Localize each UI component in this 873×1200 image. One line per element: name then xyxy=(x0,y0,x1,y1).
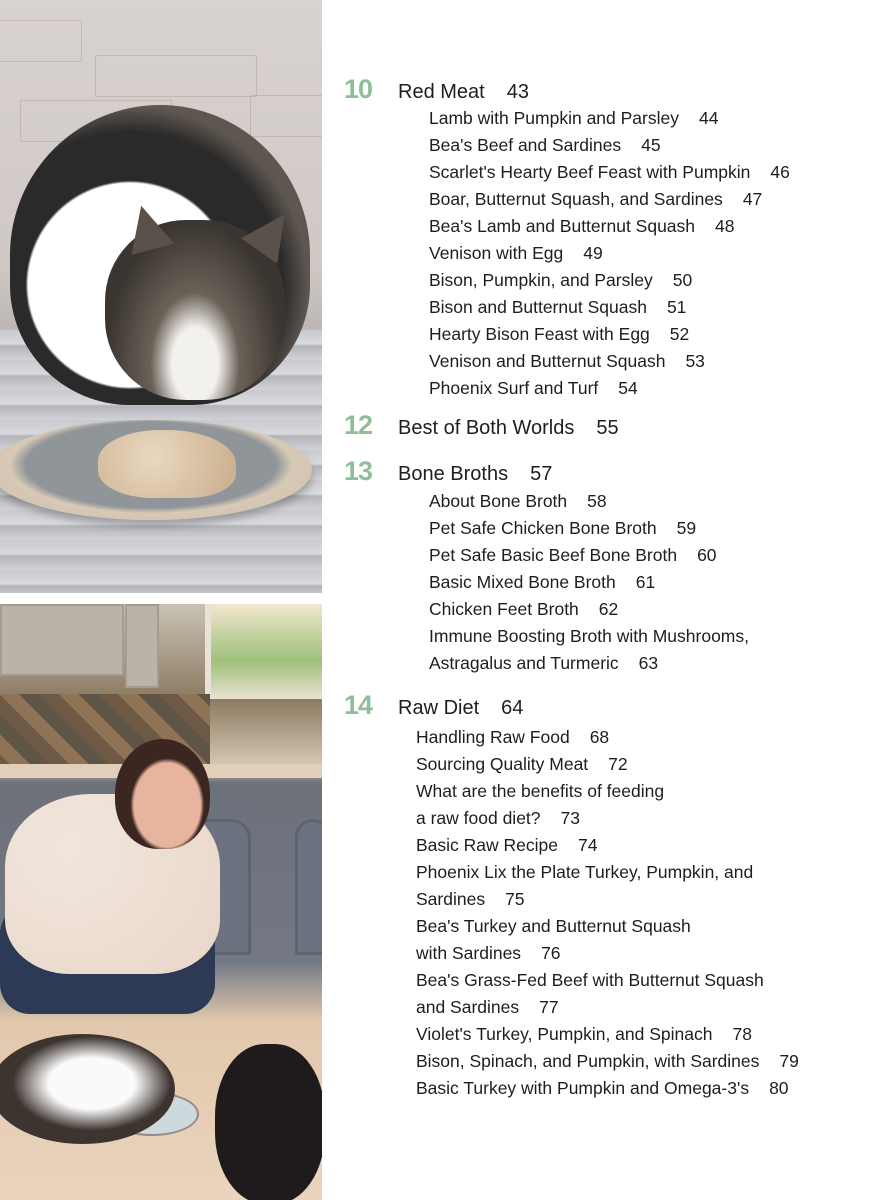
entry-title: Bison, Spinach, and Pumpkin, with Sardines xyxy=(416,1051,760,1071)
toc-entry[interactable] xyxy=(429,186,762,213)
entry-title: Basic Raw Recipe xyxy=(416,835,558,855)
entry-page: 63 xyxy=(638,653,659,673)
chapter-heading[interactable] xyxy=(344,74,529,104)
entry-page: 79 xyxy=(779,1051,799,1071)
cat-food xyxy=(98,430,236,498)
toc-entry[interactable] xyxy=(429,542,717,569)
entry-title-line: Immune Boosting Broth with Mushrooms, xyxy=(429,626,749,646)
entry-title-line: Astragalus and Turmeric xyxy=(429,653,619,673)
entry-page: 45 xyxy=(641,135,661,155)
chapter-title: Best of Both Worlds xyxy=(398,417,575,439)
entry-page: 77 xyxy=(539,997,559,1017)
entry-page: 73 xyxy=(560,808,580,828)
entry-title-line: Bea's Grass-Fed Beef with Butternut Squash xyxy=(416,970,764,990)
chapter-number: 13 xyxy=(344,456,373,486)
entry-page: 75 xyxy=(505,889,525,909)
chapter-number: 10 xyxy=(344,74,373,104)
chapter-page: 43 xyxy=(506,81,529,103)
chapter-heading[interactable] xyxy=(344,456,552,486)
entry-page: 48 xyxy=(715,216,735,236)
toc-entry[interactable] xyxy=(429,294,686,321)
entry-page: 72 xyxy=(608,754,628,774)
entry-title: Sourcing Quality Meat xyxy=(416,754,589,774)
toc-entry[interactable] xyxy=(416,967,764,1021)
entry-title: Bea's Beef and Sardines xyxy=(429,135,622,155)
toc-entry[interactable] xyxy=(429,515,696,542)
entry-title-line: Bea's Turkey and Butternut Squash xyxy=(416,916,691,936)
entry-title-line: What are the benefits of feeding xyxy=(416,781,665,801)
entry-title-line: with Sardines xyxy=(416,943,522,963)
person-head xyxy=(115,739,210,849)
entry-title: Pet Safe Basic Beef Bone Broth xyxy=(429,545,678,565)
entry-page: 78 xyxy=(732,1024,752,1044)
entry-title: Chicken Feet Broth xyxy=(429,599,579,619)
entry-page: 47 xyxy=(742,189,763,209)
toc-entry[interactable] xyxy=(429,375,638,402)
toc-entry[interactable] xyxy=(429,267,692,294)
entry-page: 46 xyxy=(770,162,790,182)
entry-title: Bea's Lamb and Butternut Squash xyxy=(429,216,696,236)
toc-entry[interactable] xyxy=(429,132,661,159)
toc-entry[interactable] xyxy=(416,1048,799,1075)
toc-entry[interactable] xyxy=(416,778,664,832)
entry-page: 52 xyxy=(669,324,690,344)
lower-cabinet xyxy=(295,819,322,955)
entry-title: Violet's Turkey, Pumpkin, and Spinach xyxy=(416,1024,713,1044)
entry-title: Pet Safe Chicken Bone Broth xyxy=(429,518,657,538)
toc-entry[interactable] xyxy=(429,596,618,623)
chapter-heading[interactable] xyxy=(344,410,619,440)
toc-entry[interactable] xyxy=(416,832,597,859)
entry-page: 51 xyxy=(666,297,687,317)
entry-title: Lamb with Pumpkin and Parsley xyxy=(429,108,679,128)
cat-black xyxy=(215,1044,322,1200)
toc-entry[interactable] xyxy=(429,321,689,348)
entry-title-line: Sardines xyxy=(416,889,486,909)
toc-entry[interactable] xyxy=(429,213,735,240)
entry-title: Boar, Butternut Squash, and Sardines xyxy=(429,189,723,209)
chapter-page: 64 xyxy=(501,697,524,719)
entry-title: About Bone Broth xyxy=(429,491,568,511)
entry-page: 60 xyxy=(697,545,717,565)
chapter-number: 14 xyxy=(344,690,373,720)
entry-page: 68 xyxy=(589,727,610,747)
entry-title-line: a raw food diet? xyxy=(416,808,541,828)
brick-wall xyxy=(0,20,82,62)
entry-page: 58 xyxy=(587,491,607,511)
chapter-number: 12 xyxy=(344,410,373,440)
chapter-heading[interactable] xyxy=(344,690,523,720)
toc-entry[interactable] xyxy=(416,913,691,967)
chapter-title: Raw Diet xyxy=(398,697,480,719)
entry-page: 54 xyxy=(618,378,638,398)
chapter-page: 55 xyxy=(596,417,619,439)
toc-entry[interactable] xyxy=(416,724,609,751)
chapter-page: 57 xyxy=(530,463,553,485)
photo-cat-eating xyxy=(0,0,322,593)
entry-title: Venison with Egg xyxy=(429,243,564,263)
toc-entry[interactable] xyxy=(416,751,628,778)
toc-entry[interactable] xyxy=(416,1075,789,1102)
toc-entry[interactable] xyxy=(429,623,749,677)
toc-entry[interactable] xyxy=(429,488,607,515)
entry-page: 53 xyxy=(685,351,705,371)
entry-title: Hearty Bison Feast with Egg xyxy=(429,324,650,344)
photo-woman-feeding-cats xyxy=(0,604,322,1200)
entry-title-line: and Sardines xyxy=(416,997,520,1017)
toc-entry[interactable] xyxy=(429,240,603,267)
entry-title: Basic Turkey with Pumpkin and Omega-3's xyxy=(416,1078,750,1098)
entry-page: 61 xyxy=(635,572,656,592)
brick-wall xyxy=(250,95,322,137)
toc-entry[interactable] xyxy=(429,569,655,596)
entry-title: Venison and Butternut Squash xyxy=(429,351,666,371)
toc-entry[interactable] xyxy=(429,348,705,375)
entry-title: Bison, Pumpkin, and Parsley xyxy=(429,270,653,290)
entry-page: 76 xyxy=(541,943,561,963)
entry-page: 44 xyxy=(698,108,719,128)
entry-page: 50 xyxy=(672,270,693,290)
entry-title-line: Phoenix Lix the Plate Turkey, Pumpkin, and xyxy=(416,862,754,882)
entry-page: 74 xyxy=(578,835,598,855)
chapter-title: Red Meat xyxy=(398,81,485,103)
entry-title: Basic Mixed Bone Broth xyxy=(429,572,616,592)
toc-entry[interactable] xyxy=(429,159,790,186)
entry-page: 49 xyxy=(583,243,603,263)
entry-title: Scarlet's Hearty Beef Feast with Pumpkin xyxy=(429,162,751,182)
entry-page: 59 xyxy=(676,518,697,538)
entry-title: Bison and Butternut Squash xyxy=(429,297,647,317)
upper-cabinet xyxy=(125,604,159,688)
toc-entry[interactable] xyxy=(416,859,753,913)
toc-entry[interactable] xyxy=(429,105,718,132)
entry-page: 80 xyxy=(769,1078,789,1098)
brick-wall xyxy=(95,55,257,97)
chapter-title: Bone Broths xyxy=(398,463,509,485)
entry-title: Phoenix Surf and Turf xyxy=(429,378,599,398)
kitchen-window xyxy=(205,604,322,699)
toc-entry[interactable] xyxy=(416,1021,752,1048)
entry-title: Handling Raw Food xyxy=(416,727,570,747)
upper-cabinet xyxy=(0,604,124,676)
entry-page: 62 xyxy=(598,599,619,619)
